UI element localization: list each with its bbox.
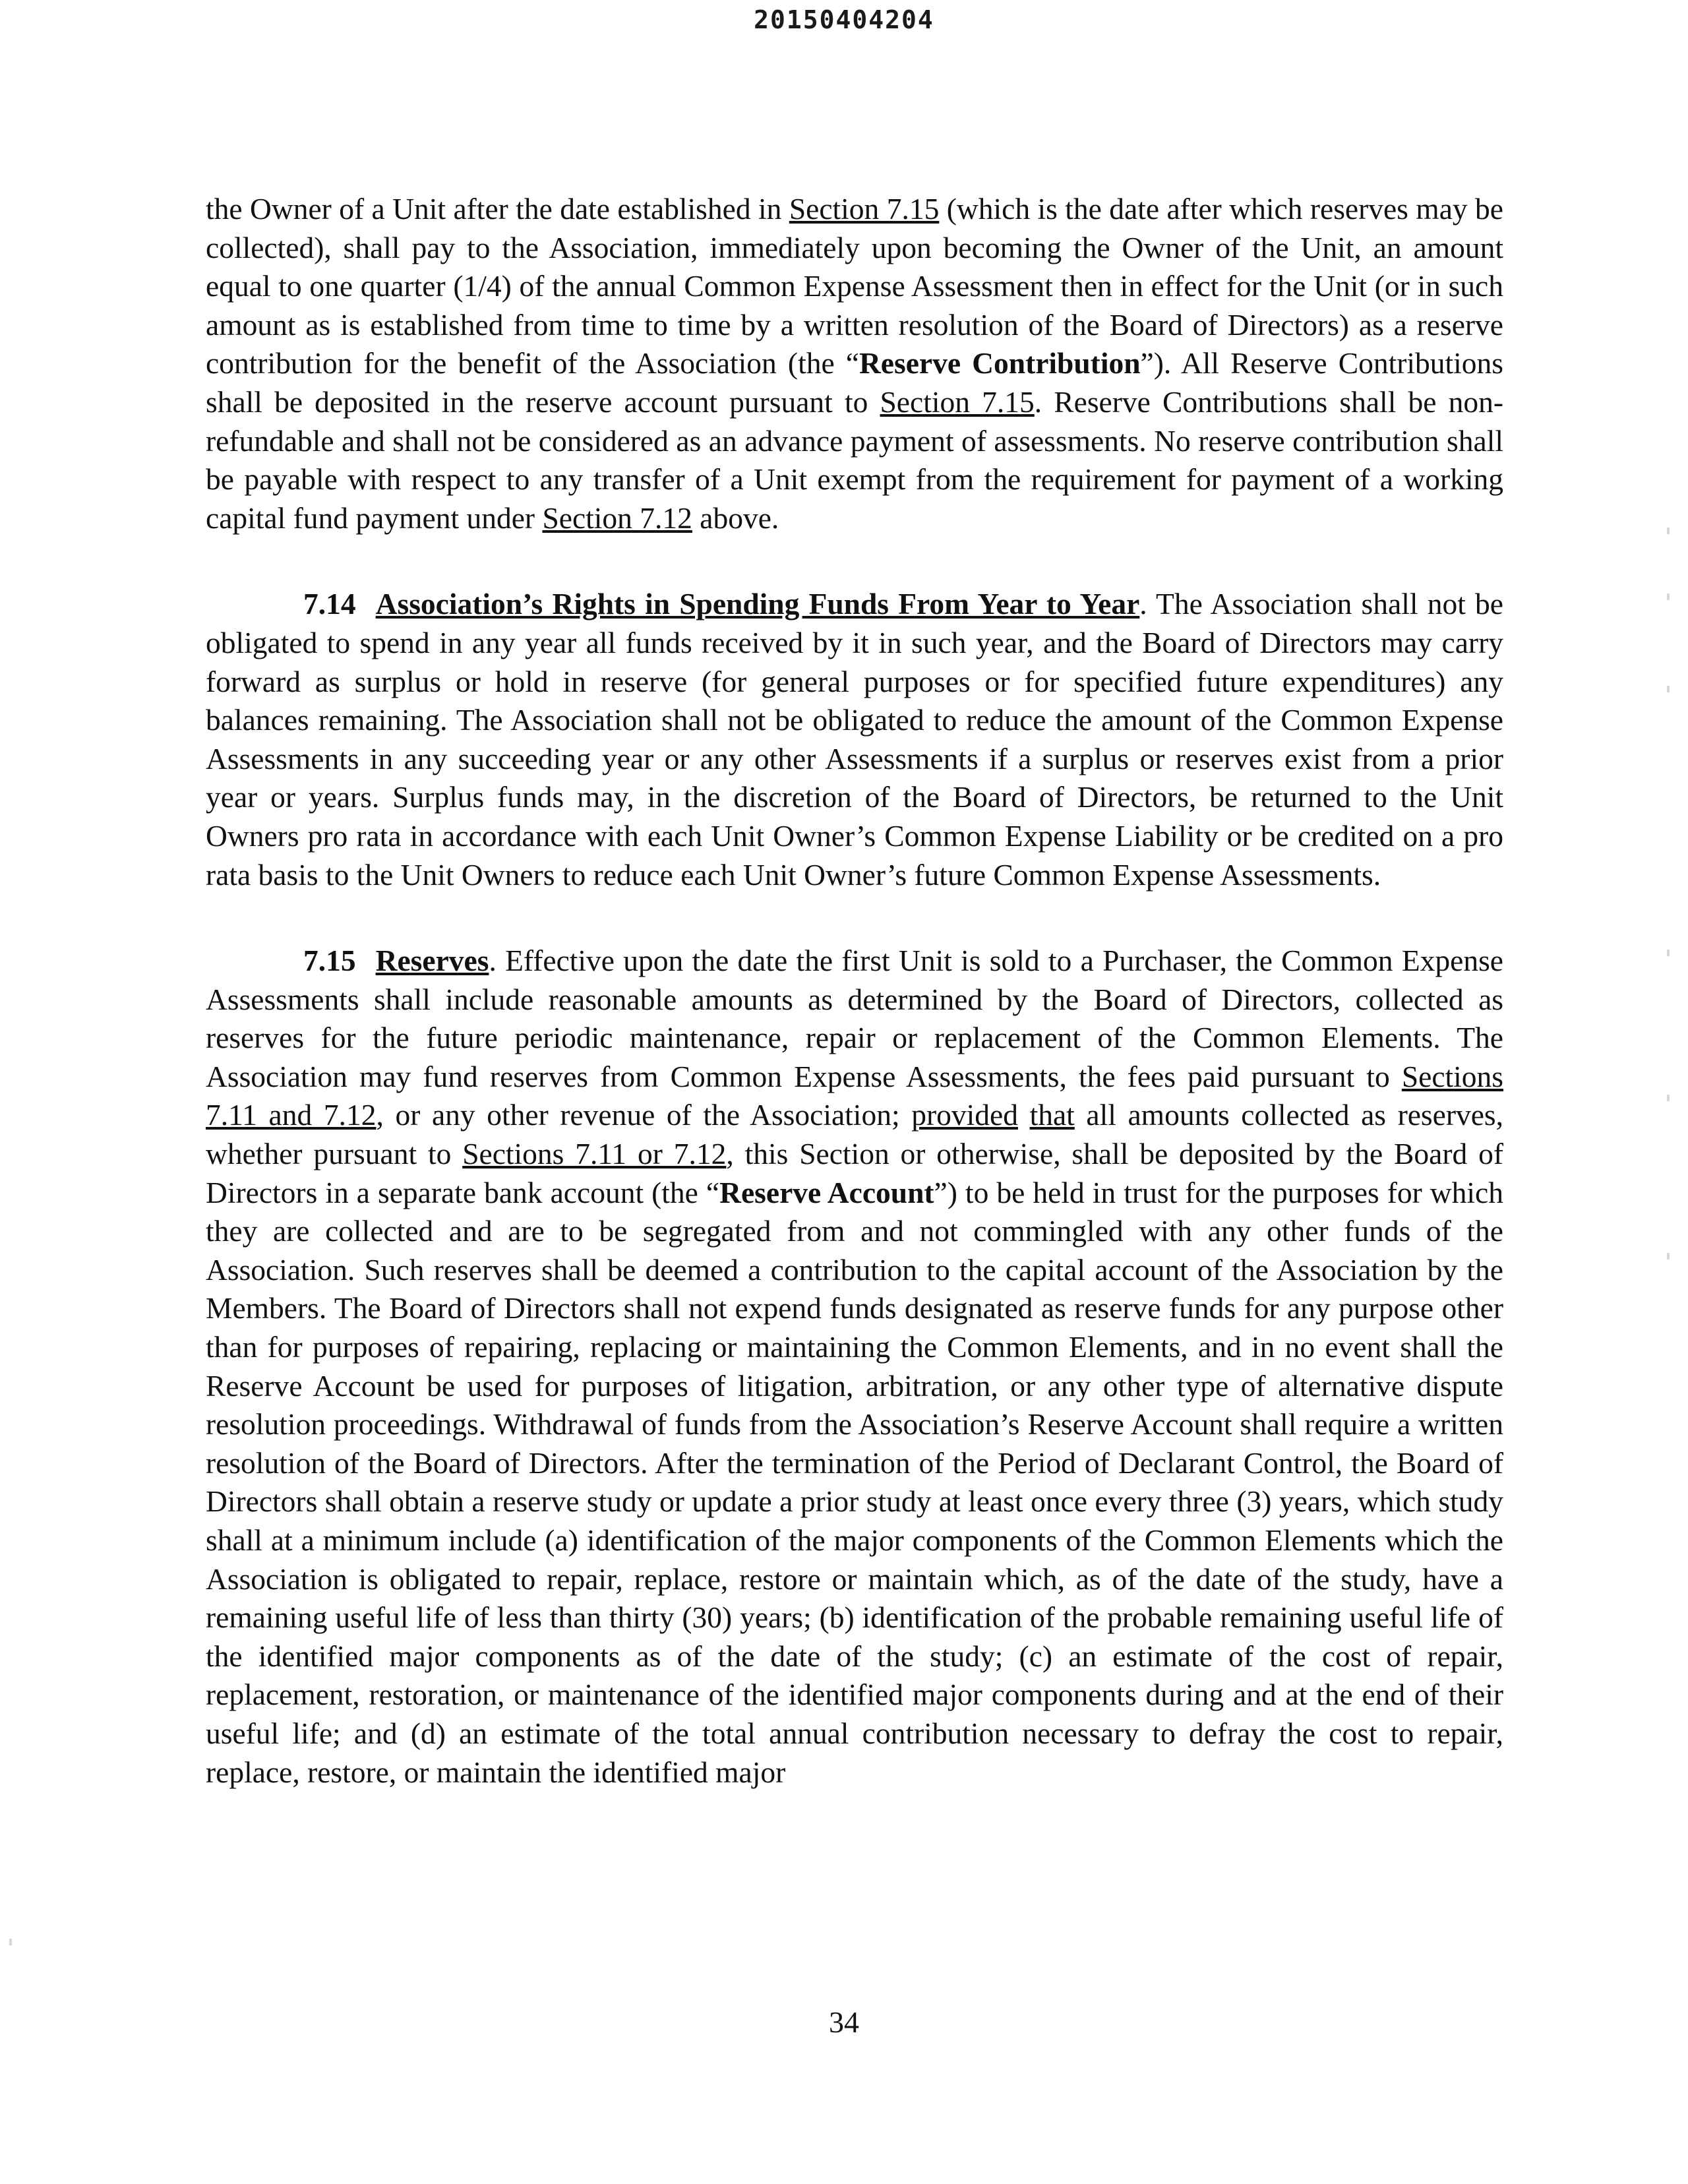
- section-reference: Sections 7.11 or 7.12: [462, 1137, 727, 1171]
- section-title: Association’s Rights in Spending Funds From Year to Year: [375, 587, 1140, 621]
- section-number: 7.14: [303, 587, 356, 621]
- scan-speck: [1667, 1095, 1670, 1101]
- text-span: , or any other revenue of the Association;: [376, 1098, 912, 1132]
- text-span: , this Section or otherwise, shall be deposited by the Board of Directors in a separate bank account (the “: [206, 1137, 1503, 1209]
- section-reference: Sections 7.11 and 7.12: [206, 1059, 1503, 1132]
- section-reference: Section 7.15: [789, 192, 940, 226]
- section-title: Reserves: [375, 944, 489, 978]
- scan-speck: [9, 1939, 12, 1945]
- text-span: all amounts collected as reserves, whether pursuant to: [206, 1098, 1504, 1171]
- defined-term: Reserve Contribution: [859, 346, 1141, 380]
- text-span: ”) to be held in trust for the purposes for which they are collected and are to be segregated from and not commingled with any other funds of the Association. Such reserves shall be deemed a contribution to the capital account of the Association by the Members. The Board of Directors shall not expend funds designated as reserve funds for any purpose other than for purposes of repairing, replacing or maintaining the Common Elements, and in no event shall the Reserve Account be used for purposes of litigation, arbitration, or any other type of alternative dispute resolution proceedings. Withdrawal of funds from the Association’s Reserve Account shall require a written resolution of the Board of Directors. After the termination of the Period of Declarant Control, the Board of Directors shall obtain a reserve study or update a prior study at least once every three (3) years, which study shall at a minimum include (a) identification of the major components of the Common Elements which the Association is obligated to repair, replace, restore or maintain which, as of the date of the study, have a remaining useful life of less than thirty (30) years; (b) identification of the probable remaining useful life of the identified major components as of the date of the study; (c) an estimate of the cost of repair, replacement, restoration, or maintenance of the identified major components during and at the end of their useful life; and (d) an estimate of the total annual contribution necessary to defray the cost to repair, replace, restore, or maintain the identified major: [206, 1175, 1503, 1789]
- that-term: that: [1029, 1098, 1075, 1132]
- defined-term: Reserve Account: [719, 1175, 934, 1209]
- scan-speck: [1667, 686, 1670, 692]
- scan-speck: [1667, 1253, 1670, 1259]
- scan-speck: [1667, 593, 1670, 600]
- provided-term: provided: [911, 1098, 1018, 1132]
- section-reference: Section 7.12: [542, 501, 692, 535]
- scan-speck: [1667, 528, 1670, 534]
- text-span: above.: [692, 501, 779, 535]
- text-span: (which is the date after which reserves may be collected), shall pay to the Association, immediately upon becoming the Owner of the Unit, an amount equal to one quarter (1/4) of the annual Common Expense Assessment then in effect for the Unit (or in such amount as is established from time to time by a written resolution of the Board of Directors) as a reserve contribution for the benefit of the Association (the “: [206, 192, 1504, 380]
- text-span: . Effective upon the date the first Unit is sold to a Purchaser, the Common Expense Assessments shall include reasonable amounts as determined by the Board of Directors, collected as reserves for the future periodic maintenance, repair or replacement of the Common Elements. The Association may fund reserves from Common Expense Assessments, the fees paid pursuant to: [206, 944, 1503, 1093]
- text-span: the Owner of a Unit after the date established in: [206, 192, 789, 226]
- paragraph-reserve-contribution: [206, 190, 1503, 537]
- section-number: 7.15: [303, 944, 356, 978]
- section-7-14: [206, 585, 1503, 894]
- document-number: 20150404204: [754, 5, 934, 34]
- text-span: ”). All Reserve Contributions shall be deposited in the reserve account pursuant to: [206, 346, 1503, 419]
- text-span: [1018, 1098, 1030, 1132]
- scan-speck: [1667, 950, 1670, 956]
- text-span: . Reserve Contributions shall be non-refundable and shall not be considered as an advance payment of assessments. No reserve contribution shall be payable with respect to any transfer of a Unit exempt from the requirement for payment of a working capital fund payment under: [206, 384, 1503, 535]
- section-7-15: [206, 942, 1503, 1792]
- section-reference: Section 7.15: [880, 384, 1035, 419]
- section-body: . The Association shall not be obligated to spend in any year all funds received by it in such year, and the Board of Directors may carry forward as surplus or hold in reserve (for general purposes or for specified future expenditures) any balances remaining. The Association shall not be obligated to reduce the amount of the Common Expense Assessments in any succeeding year or any other Assessments if a surplus or reserves exist from a prior year or years. Surplus funds may, in the discretion of the Board of Directors, be returned to the Unit Owners pro rata in accordance with each Unit Owner’s Common Expense Liability or be credited on a pro rata basis to the Unit Owners to reduce each Unit Owner’s future Common Expense Assessments.: [206, 587, 1503, 892]
- page-number: 34: [829, 2005, 859, 2039]
- page-body: [206, 190, 1503, 1792]
